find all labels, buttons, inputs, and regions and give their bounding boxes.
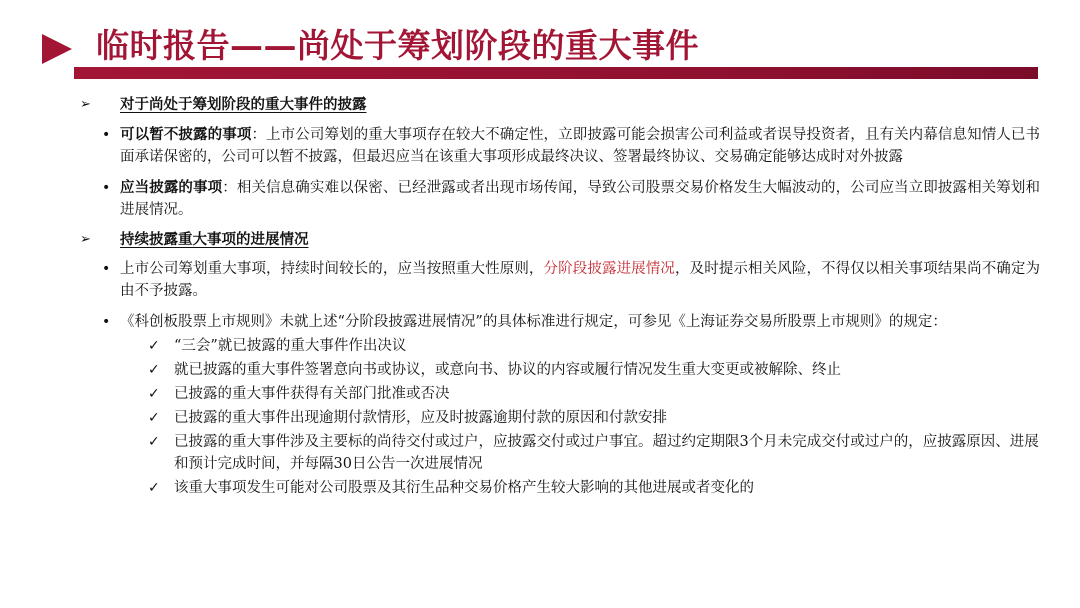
bullet-dot-icon: • xyxy=(102,180,111,196)
slide-content xyxy=(80,94,1040,499)
bullet-text: 上市公司筹划重大事项，持续时间较长的，应当按照重大性原则， xyxy=(120,261,544,277)
bullet-dot-icon: • xyxy=(102,314,111,330)
checkmark-icon: ✓ xyxy=(148,434,160,450)
bullet-item xyxy=(80,311,1040,333)
checkmark-icon: ✓ xyxy=(148,410,160,426)
checkmark-icon: ✓ xyxy=(148,480,160,496)
check-item xyxy=(80,407,1040,429)
bullet-text: 《科创板股票上市规则》未就上述“分阶段披露进展情况”的具体标准进行规定，可参见《上海证券交易所股票上市规则》的规定： xyxy=(120,314,947,330)
checklist xyxy=(80,335,1040,499)
highlighted-text: 分阶段披露进展情况 xyxy=(543,261,675,277)
checkmark-icon: ✓ xyxy=(148,338,160,354)
bullet-lead: 可以暂不披露的事项 xyxy=(120,126,252,143)
bullet-text: ：上市公司筹划的重大事项存在较大不确定性，立即披露可能会损害公司利益或者误导投资者，且有关内幕信息知情人已书面承诺保密的，公司可以暂不披露，但最迟应当在该重大事项形成最终决议、签署最终协议、交易确定能够达成时对外披露 xyxy=(120,127,1041,165)
check-item xyxy=(80,477,1040,499)
section-heading-text: 持续披露重大事项的进展情况 xyxy=(120,231,309,248)
check-text: 该重大事项发生可能对公司股票及其衍生品种交易价格产生较大影响的其他进展或者变化的 xyxy=(174,480,754,496)
check-text: 就已披露的重大事件签署意向书或协议，或意向书、协议的内容或履行情况发生重大变更或被解除、终止 xyxy=(174,362,841,378)
check-text: 已披露的重大事件获得有关部门批准或否决 xyxy=(174,386,450,402)
checkmark-icon: ✓ xyxy=(148,386,160,402)
bullet-text: ：相关信息确实难以保密、已经泄露或者出现市场传闻，导致公司股票交易价格发生大幅波动的，公司应当立即披露相关筹划和进展情况。 xyxy=(120,180,1040,218)
arrow-right-icon: ➢ xyxy=(80,232,91,247)
section-heading-2 xyxy=(80,229,1040,253)
bullet-lead: 应当披露的事项 xyxy=(120,179,223,196)
bullet-text: ，及时提示相关风险，不得仅以相关事项结果尚不确定为由不予披露。 xyxy=(120,261,1041,299)
title-arrow-icon xyxy=(42,34,72,64)
bullet-item xyxy=(80,258,1040,302)
check-item xyxy=(80,335,1040,357)
check-item xyxy=(80,383,1040,405)
bullet-dot-icon: • xyxy=(102,261,111,277)
check-text: “三会”就已披露的重大事件作出决议 xyxy=(174,338,407,354)
checkmark-icon: ✓ xyxy=(148,362,160,378)
title-underline-bar xyxy=(74,67,1038,79)
check-item xyxy=(80,359,1040,381)
bullet-item xyxy=(80,177,1040,221)
section-heading-text: 对于尚处于筹划阶段的重大事件的披露 xyxy=(120,96,367,113)
section-heading-1 xyxy=(80,94,1040,118)
check-text: 已披露的重大事件涉及主要标的尚待交付或过户，应披露交付或过户事宜。超过约定期限3个月未完成交付或过户的，应披露原因、进展和预计完成时间，并每隔30日公告一次进展情况 xyxy=(174,434,1039,472)
check-item xyxy=(80,431,1040,475)
check-text: 已披露的重大事件出现逾期付款情形，应及时披露逾期付款的原因和付款安排 xyxy=(174,410,667,426)
bullet-dot-icon: • xyxy=(102,127,111,143)
arrow-right-icon: ➢ xyxy=(80,97,91,112)
bullet-item xyxy=(80,124,1040,168)
page-title: 临时报告——尚处于筹划阶段的重大事件 xyxy=(96,26,699,65)
